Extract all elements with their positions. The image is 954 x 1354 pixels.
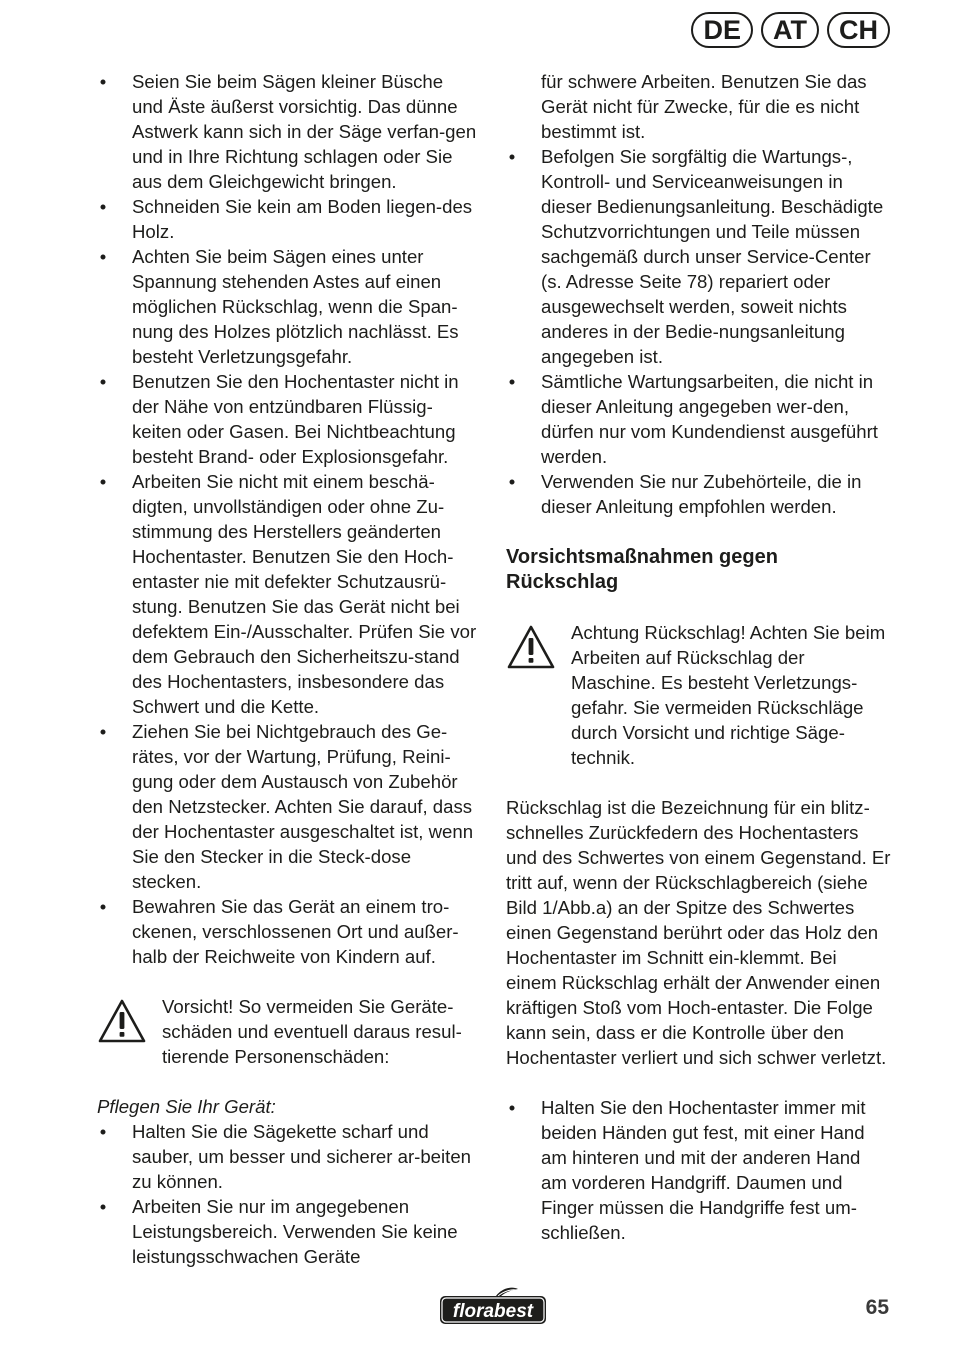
bullet: • xyxy=(99,896,107,917)
left-column xyxy=(97,69,479,1269)
bullet: • xyxy=(508,471,516,492)
bullet: • xyxy=(508,371,516,392)
list-item-continuation: für schwere Arbeiten. Benutzen Sie das Gerät nicht für Zwecke, für die es nicht bestimmt ist. xyxy=(541,71,867,142)
list-item-text: Sämtliche Wartungsarbeiten, die nicht in dieser Anleitung angegeben wer-den, dürfen nur vom Kundendienst ausgeführt werden. xyxy=(541,371,878,467)
florabest-logo xyxy=(438,1286,548,1326)
bullet: • xyxy=(508,1097,516,1118)
lang-badge-de: DE xyxy=(691,12,753,48)
list-item xyxy=(97,69,479,194)
list-item-text: Arbeiten Sie nur im angegebenen Leistungsbereich. Verwenden Sie keine leistungsschwachen Geräte xyxy=(132,1196,458,1267)
language-badges xyxy=(691,12,890,48)
warning-triangle-icon xyxy=(97,998,147,1044)
bullet: • xyxy=(99,471,107,492)
list-item xyxy=(97,369,479,469)
list-item xyxy=(506,144,891,369)
section-heading: Vorsichtsmaßnahmen gegen Rückschlag xyxy=(506,546,778,593)
list-item xyxy=(97,469,479,719)
caution-text: Vorsicht! So vermeiden Sie Geräte-schäden und eventuell daraus resul-tierende Personenschäden: xyxy=(162,996,462,1067)
care-subheading: Pflegen Sie Ihr Gerät: xyxy=(97,1096,276,1117)
bullet: • xyxy=(99,1121,107,1142)
list-item-text: Bewahren Sie das Gerät an einem tro-ckenen, verschlossenen Ort und außer-halb der Reichweite von Kindern auf. xyxy=(132,896,459,967)
list-item-text: Ziehen Sie bei Nichtgebrauch des Ge-rätes, vor der Wartung, Prüfung, Reini-gung oder dem Austausch von Zubehör den Netzstecker. Achten Sie darauf, dass der Hochentaster ausgeschaltet ist, wenn Sie den Stecker in die Steck-dose stecken. xyxy=(132,721,474,892)
kickback-list xyxy=(506,1095,891,1245)
list-item xyxy=(506,1095,891,1245)
list-item xyxy=(97,894,479,969)
list-item xyxy=(506,469,891,519)
warning-triangle-icon xyxy=(506,624,556,670)
list-item xyxy=(97,244,479,369)
list-item xyxy=(97,1194,479,1269)
list-item-text: Befolgen Sie sorgfältig die Wartungs-, Kontroll- und Serviceanweisungen in dieser Bedienungsanleitung. Beschädigte Schutzvorrichtungen und Teile müssen sachgemäß durch unser Service-Center (s. Adresse Seite 78) repariert oder ausgewechselt werden, soweit nichts anderes in der Bedie-nungsanleitung angegeben ist. xyxy=(541,146,884,367)
maintenance-list xyxy=(506,144,891,519)
bullet: • xyxy=(99,721,107,742)
list-item-text: Benutzen Sie den Hochentaster nicht in der Nähe von entzündbaren Flüssig-keiten oder Gasen. Bei Nichtbeachtung besteht Brand- oder Explosionsgefahr. xyxy=(132,371,459,467)
lang-badge-at: AT xyxy=(761,12,819,48)
bullet: • xyxy=(508,146,516,167)
list-item-text: Arbeiten Sie nicht mit einem beschä-digten, unvollständigen oder ohne Zu-stimmung des Herstellers geänderten Hochentaster. Benutzen Sie den Hoch-entaster nie mit defekter Schutzausrü-stung. Benutzen Sie das Gerät nicht bei defektem Ein-/Ausschalter. Prüfen Sie vor dem Gebrauch den Sicherheitszu-stand des Hochentasters, insbesondere das Schwert und die Kette. xyxy=(132,471,477,717)
bullet: • xyxy=(99,371,107,392)
list-item-text: Verwenden Sie nur Zubehörteile, die in dieser Anleitung empfohlen werden. xyxy=(541,471,862,517)
caution-note xyxy=(97,994,479,1069)
right-column xyxy=(506,69,891,1245)
bullet: • xyxy=(99,1196,107,1217)
list-item-text: Achten Sie beim Sägen eines unter Spannung stehenden Astes auf einen möglichen Rückschlag, wenn die Span-nung des Holzes plötzlich nachlässt. Es besteht Verletzungsgefahr. xyxy=(132,246,459,367)
list-item xyxy=(97,1119,479,1194)
list-item xyxy=(506,369,891,469)
lang-badge-ch: CH xyxy=(827,12,890,48)
list-item-text: Halten Sie den Hochentaster immer mit beiden Händen gut fest, mit einer Hand am hinteren und mit der anderen Hand am vorderen Handgriff. Daumen und Finger müssen die Handgriffe fest um-schließen. xyxy=(541,1097,866,1243)
bullet: • xyxy=(99,71,107,92)
list-item xyxy=(97,719,479,894)
safety-list-left xyxy=(97,69,479,969)
list-item-text: Seien Sie beim Sägen kleiner Büsche und Äste äußerst vorsichtig. Das dünne Astwerk kann sich in der Säge verfan-gen und in Ihre Richtung schlagen oder Sie aus dem Gleichgewicht bringen. xyxy=(132,71,477,192)
list-item-text: Halten Sie die Sägekette scharf und sauber, um besser und sicherer ar-beiten zu können. xyxy=(132,1121,471,1192)
kickback-warning-text: Achtung Rückschlag! Achten Sie beim Arbeiten auf Rückschlag der Maschine. Es besteht Verletzungs-gefahr. Sie vermeiden Rückschläge durch Vorsicht und richtige Säge-technik. xyxy=(571,622,886,768)
kickback-warning xyxy=(506,620,891,770)
list-item xyxy=(97,194,479,244)
bullet: • xyxy=(99,196,107,217)
list-item-text: Schneiden Sie kein am Boden liegen-des Holz. xyxy=(132,196,473,242)
kickback-paragraph: Rückschlag ist die Bezeichnung für ein blitz-schnelles Zurückfedern des Hochentasters und des Schwertes von einem Gegenstand. Er tritt auf, wenn der Rückschlagbereich (siehe Bild 1/Abb.a) an der Spitze des Schwertes einen Gegenstand berührt oder das Holz den Hochentaster im Schnitt ein-klemmt. Bei einem Rückschlag erhält der Anwender einen kräftigen Stoß vom Hoch-entaster. Die Folge kann sein, dass er die Kontrolle über den Hochentaster verliert und sich schwer verletzt. xyxy=(506,797,891,1068)
logo-text: florabest xyxy=(452,1301,534,1322)
care-list xyxy=(97,1119,479,1269)
bullet: • xyxy=(99,246,107,267)
page-number: 65 xyxy=(865,1296,889,1319)
